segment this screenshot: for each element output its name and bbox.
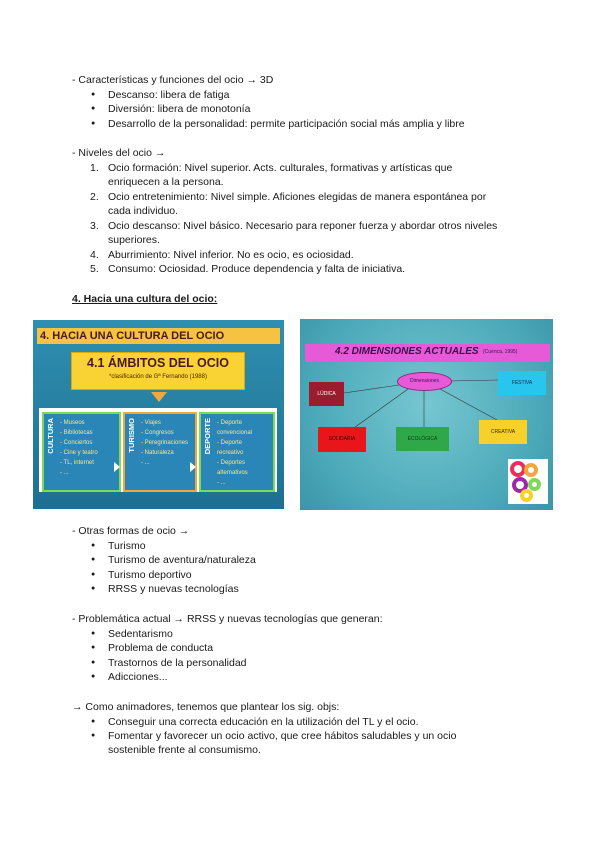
- list-item-continuation: enriquecen a la persona.: [108, 176, 224, 188]
- list-item: Desarrollo de la personalidad: permite participación social más amplia y libre: [108, 118, 465, 130]
- list-item: Turismo de aventura/naturaleza: [108, 554, 256, 566]
- column-item: - Peregrinaciones: [141, 440, 189, 446]
- list-item: Turismo deportivo: [108, 569, 192, 581]
- column-item: - Congresos: [141, 430, 174, 436]
- down-arrow-icon: [151, 392, 167, 402]
- section3-title: - Otras formas de ocio →: [72, 525, 190, 537]
- column-item: - ...: [141, 460, 150, 466]
- slide-title-box: [71, 352, 245, 390]
- column-item: - Deportes: [217, 460, 246, 466]
- column-cultura: [42, 412, 121, 492]
- column-label: TURISMO: [127, 418, 136, 453]
- column-item: - Cine y teatro: [60, 450, 98, 456]
- column-item: - Conciertos: [60, 440, 93, 446]
- dimension-node-ecologica: ECOLÓGICA: [396, 427, 449, 451]
- dimension-node-creativa: CREATIVA: [479, 420, 527, 444]
- bullet-icon: ●: [91, 644, 96, 651]
- slide-subtitle: *clasificación de Gª Fernando (1988): [109, 374, 207, 380]
- bullet-icon: ●: [91, 571, 96, 578]
- slide-ambitos-del-ocio: [33, 320, 284, 509]
- column-item: - TL, internet: [60, 460, 94, 466]
- column-item: - Naturaleza: [141, 450, 174, 456]
- bullet-icon: ●: [91, 91, 96, 98]
- column-label: DEPORTE: [203, 418, 212, 455]
- list-item: Adicciones...: [108, 671, 168, 683]
- slide-banner: [37, 328, 280, 344]
- column-item: - Deporte: [217, 420, 243, 426]
- column-item: - Museos: [60, 420, 85, 426]
- slide-subtitle: (Cuenca, 1995): [483, 349, 518, 355]
- bullet-icon: ●: [91, 673, 96, 680]
- dimension-node-solidaria: SOLIDARIA: [318, 427, 366, 452]
- section1-title: - Características y funciones del ocio → 3D: [72, 74, 274, 86]
- column-item: convencional: [217, 430, 253, 436]
- column-item: alternativos: [217, 470, 248, 476]
- dimension-node-ludica: LÚDICA: [309, 382, 344, 406]
- list-item: Trastornos de la personalidad: [108, 657, 247, 669]
- column-item: - Bibliotecas: [60, 430, 93, 436]
- list-item: Aburrimiento: Nivel inferior. No es ocio, es ociosidad.: [108, 249, 354, 261]
- list-item: Diversión: libera de monotonía: [108, 103, 251, 115]
- bullet-icon: ●: [91, 120, 96, 127]
- list-item: Sedentarismo: [108, 628, 173, 640]
- bullet-icon: ●: [91, 542, 96, 549]
- list-number: 1.: [90, 162, 99, 174]
- rings-logo-icon: [508, 459, 548, 504]
- bullet-icon: ●: [91, 556, 96, 563]
- bullet-icon: ●: [91, 585, 96, 592]
- list-item: Ocio formación: Nivel superior. Acts. culturales, formativas y artísticas que: [108, 162, 453, 174]
- slide-dimensiones-actuales: [300, 319, 553, 510]
- list-item-continuation: sostenible frente al consumismo.: [108, 744, 261, 756]
- list-item: Ocio descanso: Nivel básico. Necesario para reponer fuerza y abordar otros niveles: [108, 220, 498, 232]
- column-deporte: [199, 412, 275, 492]
- section4-title: - Problemática actual → RRSS y nuevas tecnologías que generan:: [72, 613, 383, 625]
- slide-banner-title: 4. HACIA UNA CULTURA DEL OCIO: [40, 330, 225, 342]
- list-item-continuation: cada individuo.: [108, 205, 179, 217]
- section-heading: 4. Hacia una cultura del ocio:: [72, 293, 218, 305]
- slide-title: 4.1 ÁMBITOS DEL OCIO: [87, 356, 229, 370]
- list-number: 5.: [90, 263, 99, 275]
- list-item: Turismo: [108, 540, 146, 552]
- bullet-icon: ●: [91, 105, 96, 112]
- bullet-icon: ●: [91, 718, 96, 725]
- arrow-right-icon: [114, 462, 120, 472]
- list-number: 3.: [90, 220, 99, 232]
- column-item: - ...: [217, 480, 226, 486]
- bullet-icon: ●: [91, 630, 96, 637]
- list-item: Conseguir una correcta educación en la utilización del TL y el ocio.: [108, 716, 419, 728]
- bullet-icon: ●: [91, 659, 96, 666]
- column-item: recreativo: [217, 450, 244, 456]
- list-item: Problema de conducta: [108, 642, 214, 654]
- list-item: RRSS y nuevas tecnologías: [108, 583, 239, 595]
- dimension-node-festiva: FESTIVA: [498, 371, 546, 395]
- list-number: 2.: [90, 191, 99, 203]
- center-node: Dimensiones: [397, 372, 452, 391]
- list-number: 4.: [90, 249, 99, 261]
- section2-title: - Niveles del ocio →: [72, 147, 166, 159]
- slide-title: 4.2 DIMENSIONES ACTUALES: [335, 346, 479, 357]
- list-item: Descanso: libera de fatiga: [108, 89, 230, 101]
- arrow-right-icon: [190, 462, 196, 472]
- section5-title: → Como animadores, tenemos que plantear los sig. objs:: [72, 701, 340, 713]
- list-item: Ocio entretenimiento: Nivel simple. Aficiones elegidas de manera espontánea por: [108, 191, 487, 203]
- column-item: - Deporte: [217, 440, 243, 446]
- list-item-continuation: superiores.: [108, 234, 160, 246]
- bullet-icon: ●: [91, 732, 96, 739]
- column-item: - Viajes: [141, 420, 161, 426]
- list-item: Fomentar y favorecer un ocio activo, que cree hábitos saludables y un ocio: [108, 730, 457, 742]
- list-item: Consumo: Ociosidad. Produce dependencia y falta de iniciativa.: [108, 263, 406, 275]
- column-label: CULTURA: [46, 418, 55, 454]
- column-turismo: [123, 412, 197, 492]
- column-item: - ...: [60, 470, 69, 476]
